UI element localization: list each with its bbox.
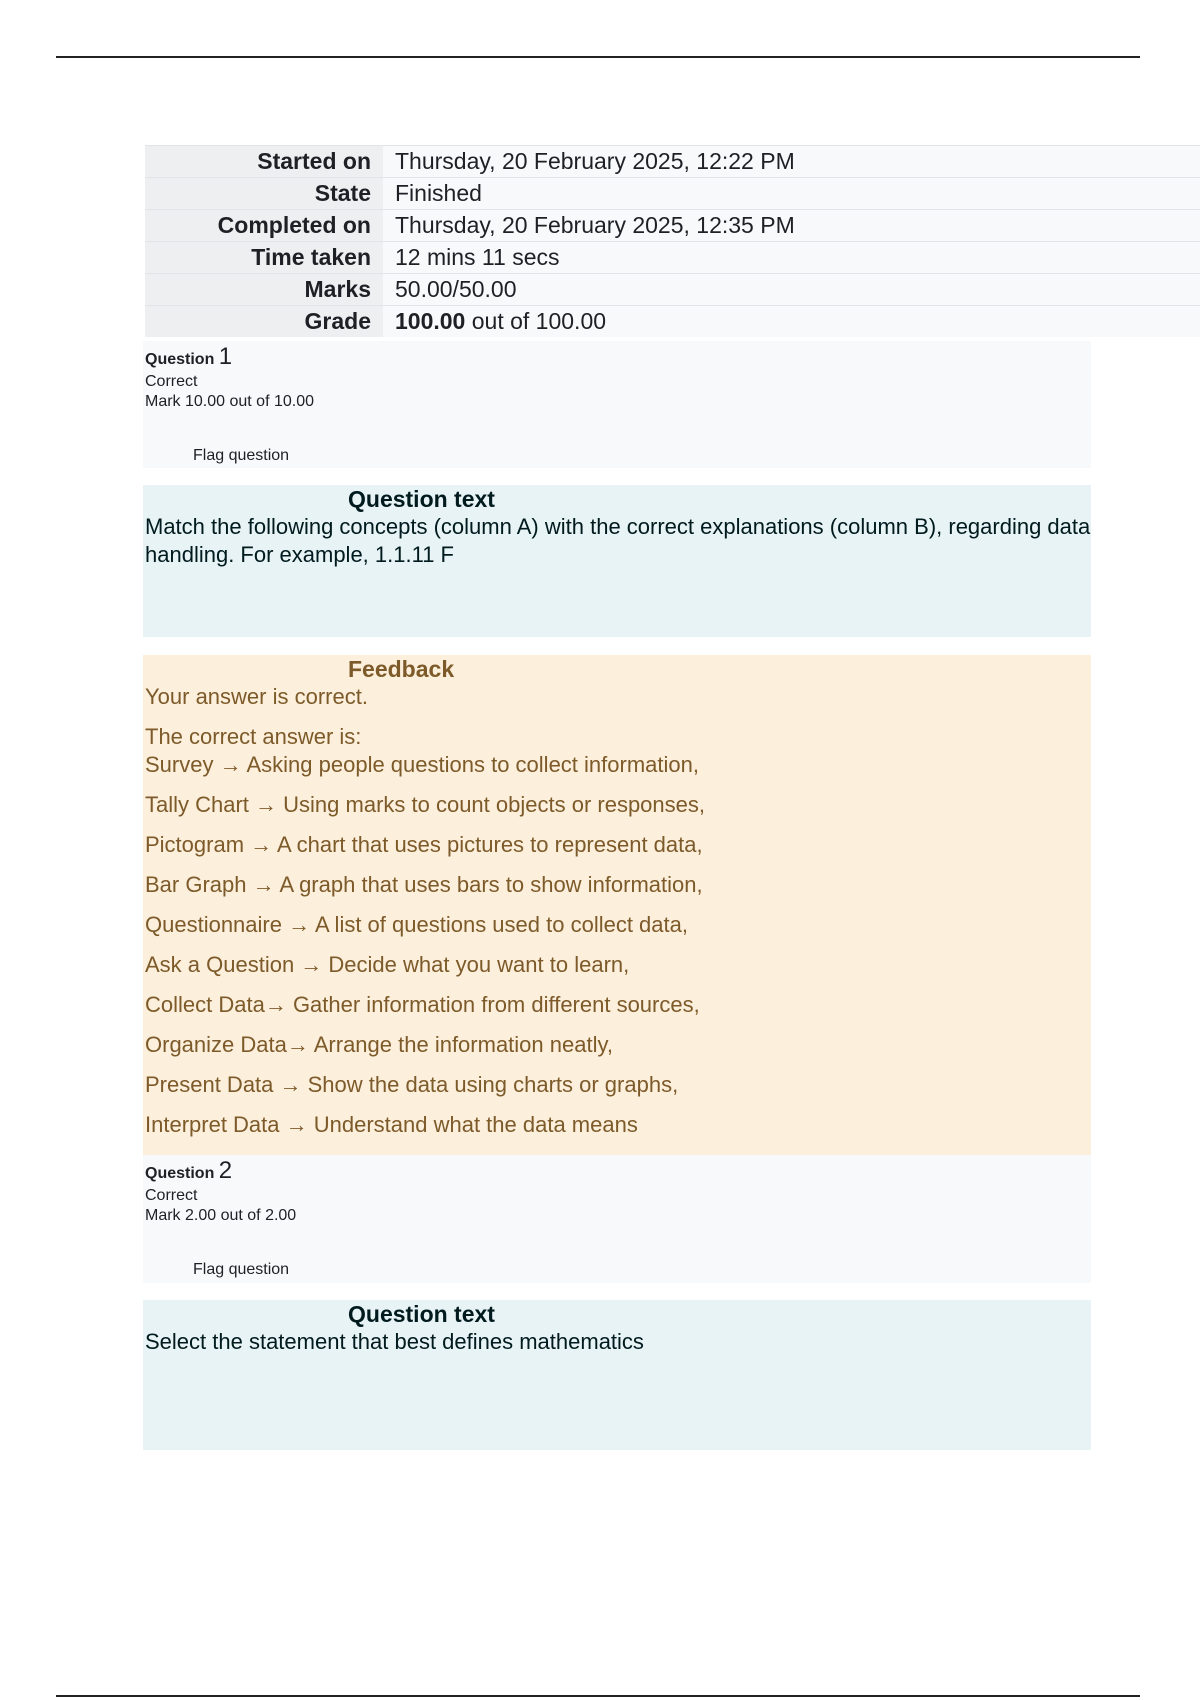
feedback-block [143, 655, 1091, 1155]
feedback-heading: Feedback [348, 656, 455, 682]
summary-label: Marks [145, 274, 383, 306]
summary-label: Time taken [145, 242, 383, 274]
summary-row-marks [145, 274, 1200, 306]
question-number-value: 2 [218, 1157, 233, 1184]
grade-score: 100.00 [395, 308, 466, 334]
summary-label: State [145, 178, 383, 210]
flag-question-link[interactable]: Flag question [193, 1261, 290, 1278]
correct-answer-item: Tally Chart → Using marks to count objects or responses, [145, 792, 706, 817]
correct-answer-item: Interpret Data → Understand what the data means [145, 1112, 638, 1137]
question-state: Correct [145, 1187, 198, 1204]
summary-row-completed [145, 210, 1200, 242]
correct-answer-label: The correct answer is: [145, 724, 362, 749]
question-mark: Mark 10.00 out of 10.00 [145, 393, 314, 410]
summary-label: Started on [145, 146, 383, 178]
feedback-result: Your answer is correct. [145, 684, 368, 709]
question-state: Correct [145, 373, 198, 390]
question-number [145, 1159, 1091, 1186]
attempt-summary-table [145, 145, 1200, 337]
question-2-info [143, 1155, 1091, 1283]
top-rule [56, 56, 1140, 58]
question-text-heading: Question text [348, 1301, 495, 1327]
correct-answer-item: Survey → Asking people questions to collect information, [145, 752, 699, 777]
question-label: Question [145, 351, 215, 368]
summary-value [383, 306, 1200, 338]
summary-label: Grade [145, 306, 383, 338]
summary-label: Completed on [145, 210, 383, 242]
question-text-heading: Question text [348, 486, 495, 512]
correct-answer-item: Bar Graph → A graph that uses bars to show information, [145, 872, 703, 897]
question-number-value: 1 [218, 343, 233, 370]
bottom-rule [56, 1695, 1140, 1697]
question-label: Question [145, 1165, 215, 1182]
question-text-body: Match the following concepts (column A) with the correct explanations (column B), regarding data handling. For example, 1.1.11 F [145, 514, 1091, 567]
summary-row-time-taken [145, 242, 1200, 274]
correct-answer-item: Collect Data→ Gather information from different sources, [145, 992, 700, 1017]
correct-answer-list [145, 751, 1091, 1151]
correct-answer-item: Present Data → Show the data using charts or graphs, [145, 1072, 679, 1097]
question-number [145, 345, 1091, 372]
correct-answer-item: Questionnaire → A list of questions used to collect data, [145, 912, 688, 937]
summary-value: Thursday, 20 February 2025, 12:35 PM [383, 210, 1200, 242]
question-text-body: Select the statement that best defines mathematics [145, 1329, 644, 1354]
correct-answer-item: Ask a Question → Decide what you want to learn, [145, 952, 630, 977]
question-mark: Mark 2.00 out of 2.00 [145, 1207, 297, 1224]
flag-question-link[interactable]: Flag question [193, 447, 290, 464]
correct-answer-item: Organize Data→ Arrange the information neatly, [145, 1032, 613, 1057]
summary-value: 50.00/50.00 [383, 274, 1200, 306]
question-1-text-block [143, 485, 1091, 637]
question-2-text-block [143, 1300, 1091, 1450]
summary-row-state [145, 178, 1200, 210]
correct-answer-item: Pictogram → A chart that uses pictures to represent data, [145, 832, 703, 857]
summary-value: Thursday, 20 February 2025, 12:22 PM [383, 146, 1200, 178]
summary-row-started [145, 146, 1200, 178]
summary-row-grade [145, 306, 1200, 338]
question-1-info [143, 341, 1091, 468]
grade-out-of: out of 100.00 [465, 308, 607, 334]
summary-value: 12 mins 11 secs [383, 242, 1200, 274]
summary-value: Finished [383, 178, 1200, 210]
